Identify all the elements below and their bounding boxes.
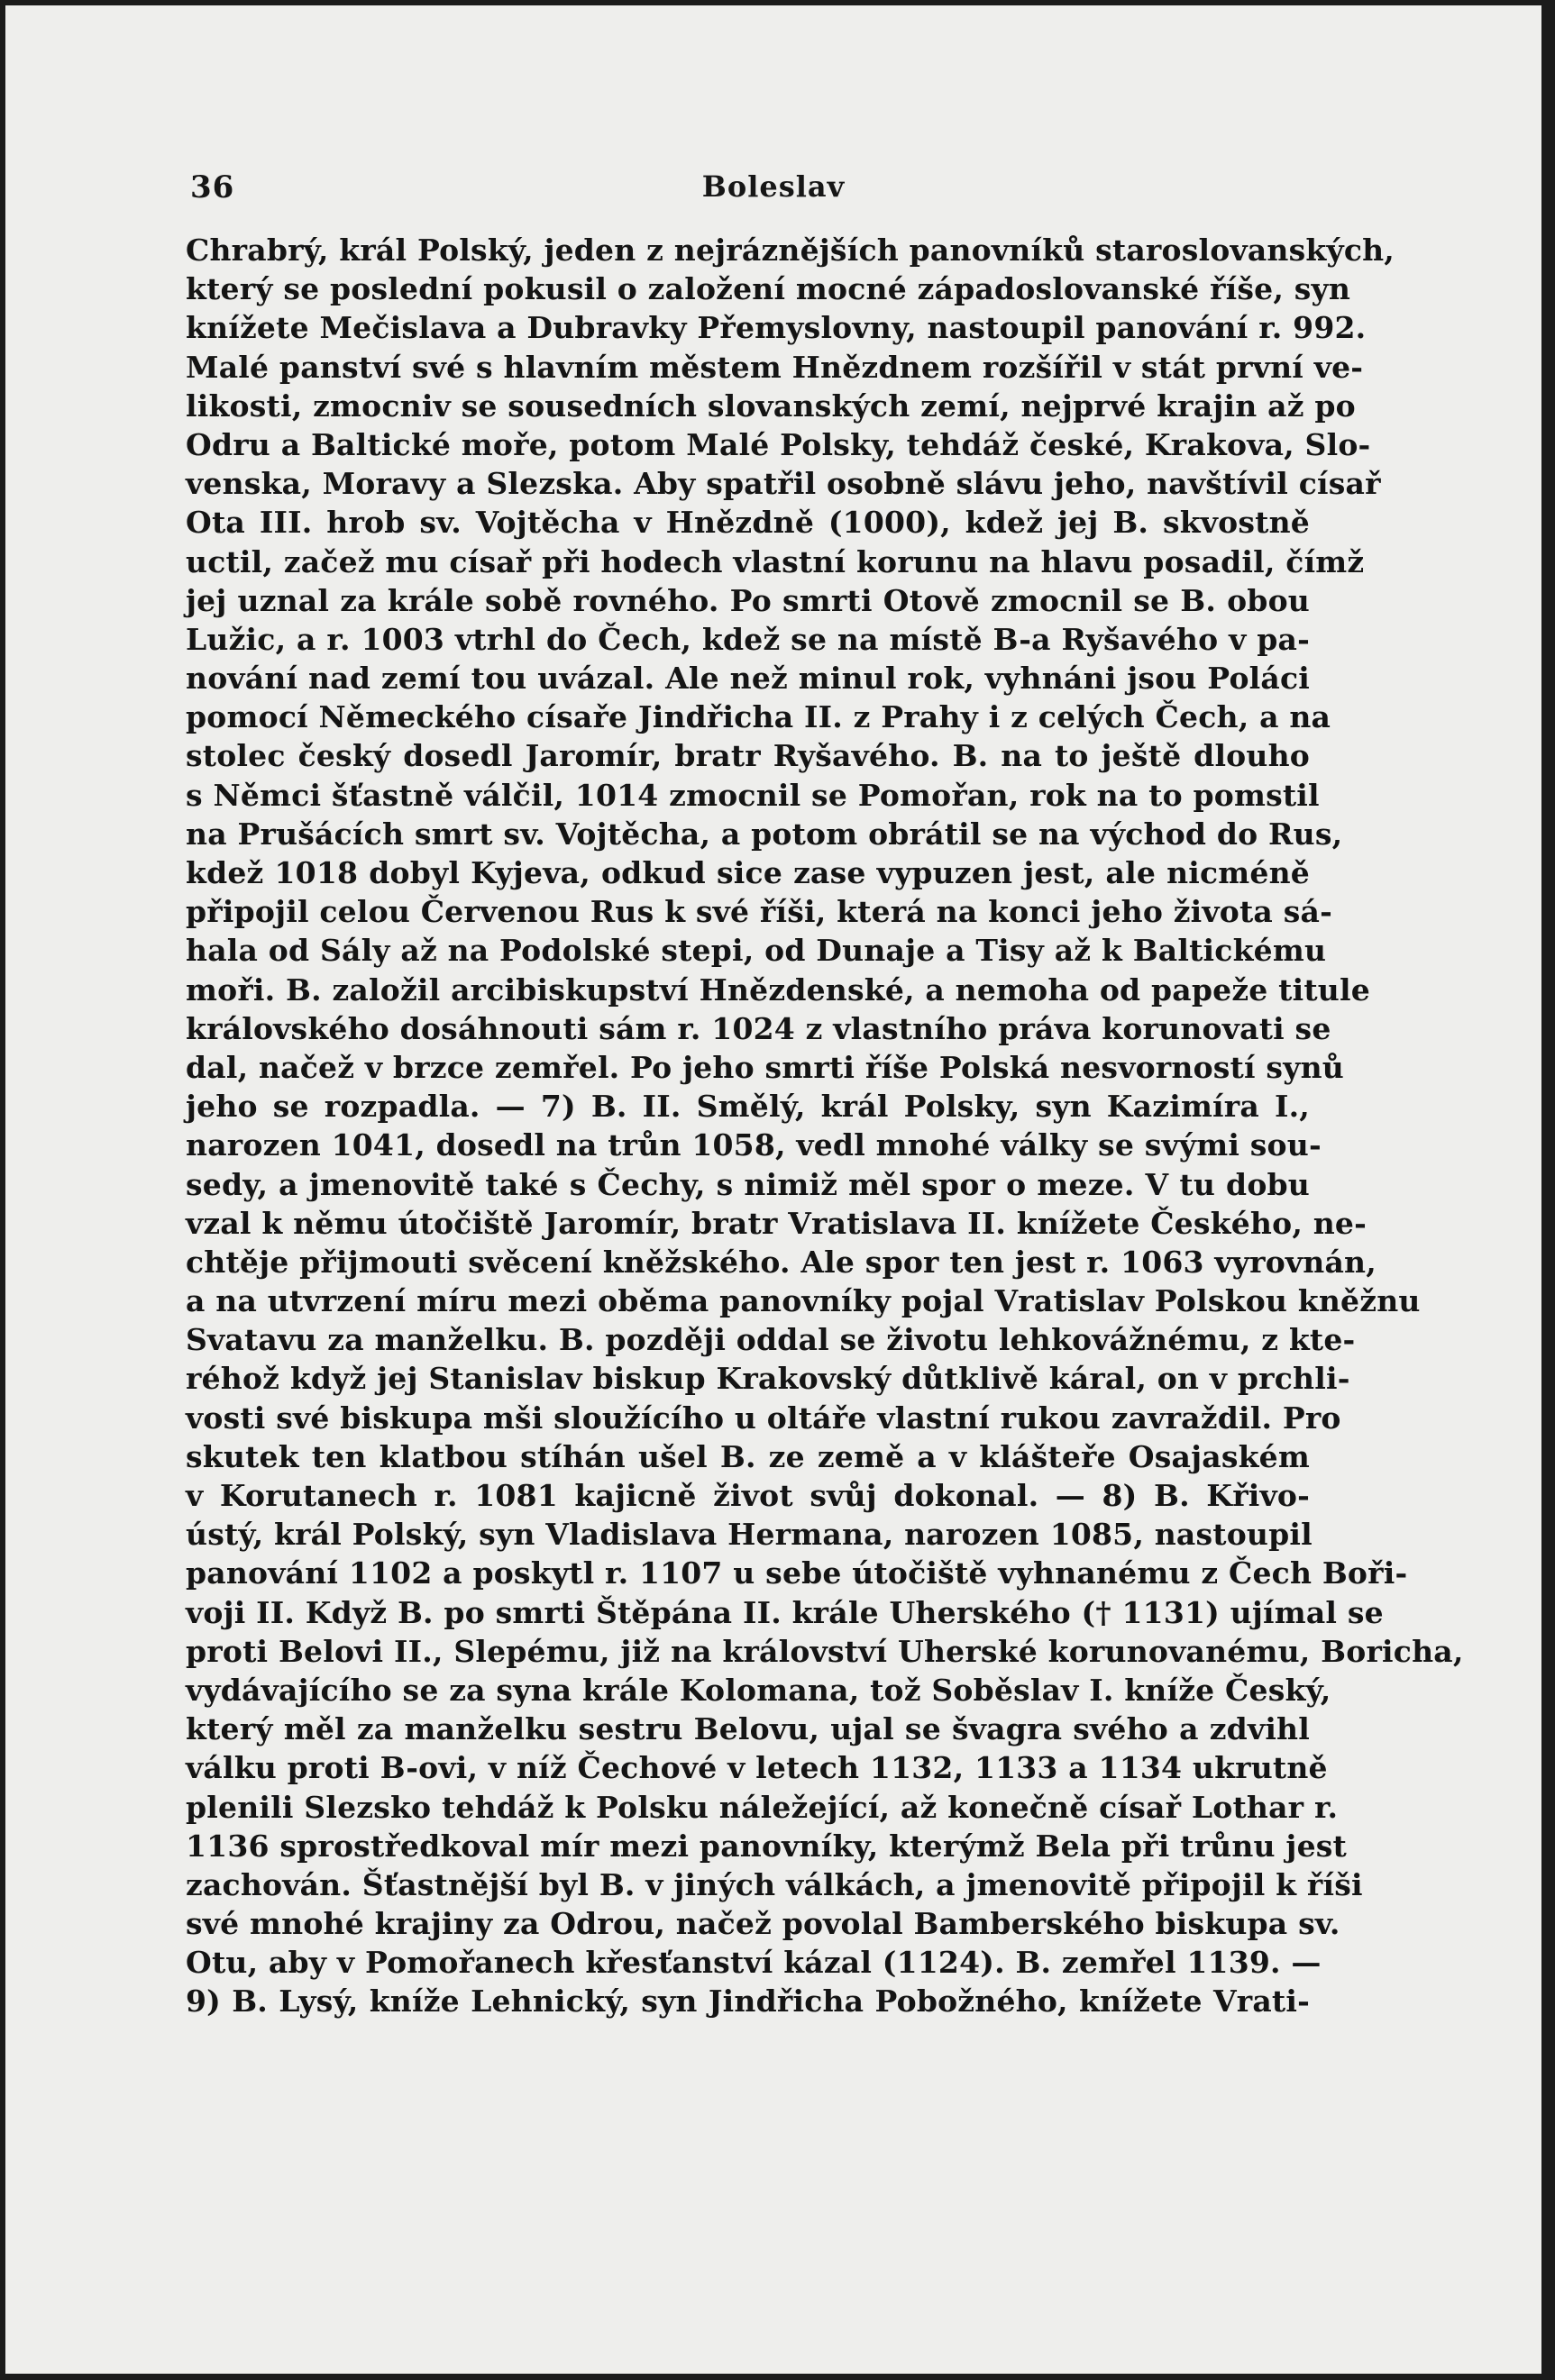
text-line: vzal k němu útočiště Jaromír, bratr Vratislava II. knížete Českého, ne- (186, 1205, 1367, 1241)
text-line: pomocí Německého císaře Jindřicha II. z Prahy i z celých Čech, a na (186, 699, 1331, 735)
text-line: panování 1102 a poskytl r. 1107 u sebe útočiště vyhnanému z Čech Boři- (186, 1555, 1408, 1591)
text-line: narozen 1041, dosedl na trůn 1058, vedl mnohé války se svými sou- (186, 1127, 1322, 1163)
text-line: nování nad zemí tou uvázal. Ale než minul rok, vyhnáni jsou Poláci (186, 661, 1310, 697)
book-page (5, 5, 1541, 2374)
text-line: dal, načež v brzce zemřel. Po jeho smrti říše Polská nesvorností synů (186, 1049, 1344, 1085)
text-line: královského dosáhnouti sám r. 1024 z vlastního práva korunovati se (186, 1010, 1331, 1046)
text-line: venska, Moravy a Slezska. Aby spatřil osobně slávu jeho, navštívil císař (186, 466, 1381, 502)
text-line: Odru a Baltické moře, potom Malé Polsky, tehdáž české, Krakova, Slo- (186, 426, 1371, 462)
text-line: sedy, a jmenovitě také s Čechy, s nimiž měl spor o meze. V tu dobu (186, 1166, 1310, 1202)
text-line: moři. B. založil arcibiskupství Hnězdenské, a nemoha od papeže titule (186, 971, 1370, 1008)
page-number: 36 (190, 169, 235, 205)
text-line: Otu, aby v Pomořanech křesťanství kázal (1124). B. zemřel 1139. — (186, 1945, 1322, 1981)
text-line: a na utvrzení míru mezi oběma panovníky pojal Vratislav Polskou kněžnu (186, 1283, 1421, 1319)
text-line: plenili Slezsko tehdáž k Polsku náležející, až konečně císař Lothar r. (186, 1789, 1339, 1825)
text-line: likosti, zmocniv se sousedních slovanských zemí, nejprvé krajin až po (186, 388, 1356, 424)
text-line: s Němci šťastně válčil, 1014 zmocnil se Pomořan, rok na to pomstil (186, 777, 1320, 813)
text-line: Svatavu za manželku. B. později oddal se životu lehkovážnému, z kte- (186, 1322, 1356, 1358)
text-line: hala od Sály až na Podolské stepi, od Dunaje a Tisy až k Baltickému (186, 933, 1327, 969)
text-line: který měl za manželku sestru Belovu, ujal se švagra svého a zdvihl (186, 1711, 1310, 1747)
text-line: skutek ten klatbou stíhán ušel B. ze země a v klášteře Osajaském (186, 1438, 1310, 1474)
text-line: 1136 sprostředkoval mír mezi panovníky, kterýmž Bela při trůnu jest (186, 1828, 1347, 1864)
text-line: Malé panství své s hlavním městem Hnězdnem rozšířil v stát první ve- (186, 349, 1364, 385)
text-line: na Prušácích smrt sv. Vojtěcha, a potom obrátil se na východ do Rus, (186, 816, 1343, 852)
text-line: ústý, král Polský, syn Vladislava Hermana, narozen 1085, nastoupil (186, 1517, 1313, 1553)
text-line: uctil, začež mu císař při hodech vlastní korunu na hlavu posadil, čímž (186, 543, 1365, 579)
text-line: v Korutanech r. 1081 kajicně život svůj dokonal. — 8) B. Křivo- (186, 1478, 1310, 1513)
text-line: jej uznal za krále sobě rovného. Po smrti Otově zmocnil se B. obou (186, 582, 1310, 618)
text-line: Ota III. hrob sv. Vojtěcha v Hnězdně (1000), kdež jej B. skvostně (186, 505, 1310, 541)
text-line: proti Belovi II., Slepému, již na království Uherské korunovanému, Boricha, (186, 1633, 1464, 1669)
text-line: jeho se rozpadla. — 7) B. II. Smělý, král Polsky, syn Kazimíra I., (186, 1089, 1310, 1125)
text-line: chtěje přijmouti svěcení kněžského. Ale spor ten jest r. 1063 vyrovnán, (186, 1244, 1377, 1280)
text-line: své mnohé krajiny za Odrou, načež povolal Bamberského biskupa sv. (186, 1906, 1340, 1942)
text-line: Lužic, a r. 1003 vtrhl do Čech, kdež se na místě B-a Ryšavého v pa- (186, 621, 1310, 657)
text-line: voji II. Když B. po smrti Štěpána II. krále Uherského († 1131) ujímal se (186, 1594, 1384, 1630)
text-line: vydávajícího se za syna krále Kolomana, tož Soběslav I. kníže Český, (186, 1672, 1331, 1708)
running-head: Boleslav (701, 169, 846, 204)
text-line: zachován. Šťastnější byl B. v jiných válkách, a jmenovitě připojil k říši (186, 1866, 1363, 1902)
text-line: připojil celou Červenou Rus k své říši, která na konci jeho života sá- (186, 894, 1332, 930)
text-line: knížete Mečislava a Dubravky Přemyslovny, nastoupil panování r. 992. (186, 310, 1367, 346)
text-line: který se poslední pokusil o založení mocné západoslovanské říše, syn (186, 271, 1351, 307)
text-line: 9) B. Lysý, kníže Lehnický, syn Jindřicha Pobožného, knížete Vrati- (186, 1983, 1310, 2020)
text-line: vosti své biskupa mši sloužícího u oltáře vlastní rukou zavraždil. Pro (186, 1400, 1341, 1436)
text-line: válku proti B-ovi, v níž Čechové v letech 1132, 1133 a 1134 ukrutně (186, 1750, 1328, 1786)
text-line: stolec český dosedl Jaromír, bratr Ryšavého. B. na to ještě dlouho (186, 738, 1310, 774)
text-line: réhož když jej Stanislav biskup Krakovský důtklivě káral, on v prchli- (186, 1361, 1350, 1397)
text-line: Chrabrý, král Polský, jeden z nejráznějších panovníků staroslovanských, (186, 233, 1395, 268)
text-line: kdež 1018 dobyl Kyjeva, odkud sice zase vypuzen jest, ale nicméně (186, 855, 1310, 890)
body-text (186, 231, 1464, 2021)
